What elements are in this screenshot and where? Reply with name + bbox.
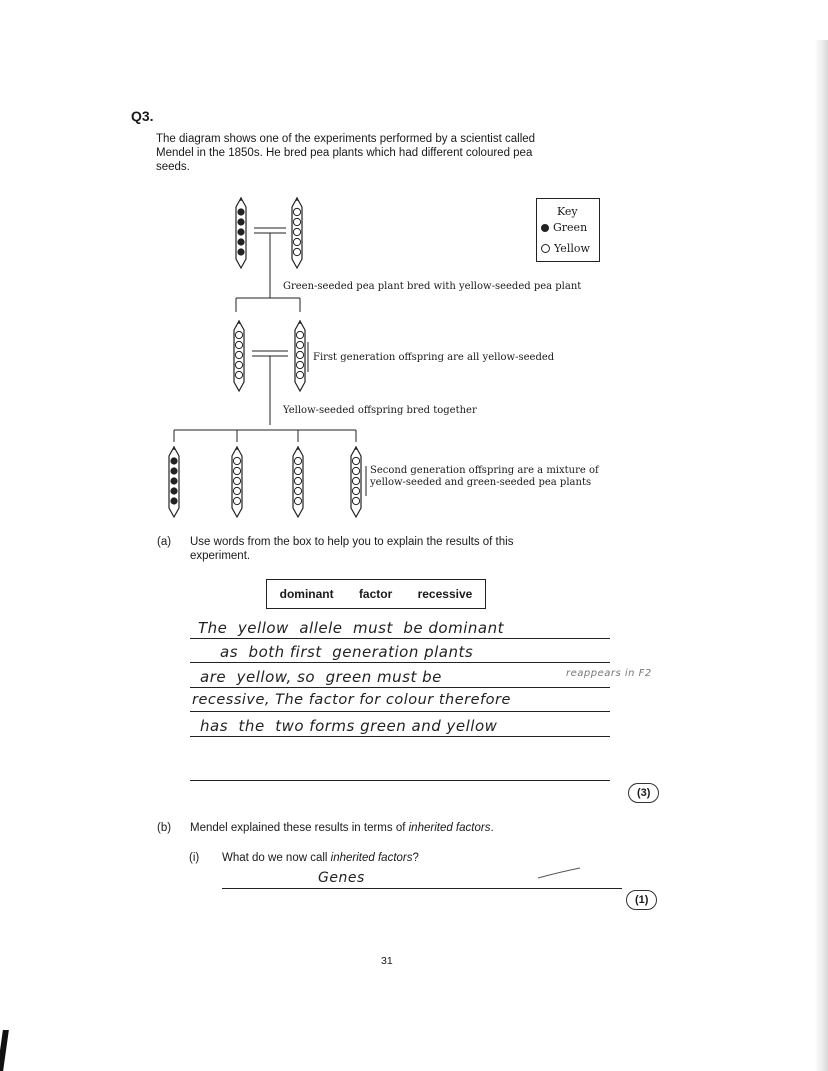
handwritten-answer-line-1: The yellow allele must be dominant <box>198 619 504 637</box>
handwritten-answer-line-2: as both first generation plants <box>220 643 474 661</box>
answer-line-4 <box>190 711 610 712</box>
green-seed-icon <box>541 224 549 232</box>
part-b-marks: (1) <box>626 890 657 910</box>
answer-line-6 <box>190 780 610 781</box>
second-gen-caption-line-1: Second generation offspring are a mixture of <box>370 465 599 476</box>
answer-line-5 <box>190 736 610 737</box>
part-b-sub-prefix: What do we now call <box>222 852 331 864</box>
part-a-instruction-line-2: experiment. <box>190 550 251 562</box>
answer-line-1 <box>190 638 610 639</box>
f1-yellow-pod-left <box>234 320 244 391</box>
f1-yellow-pod-right <box>295 320 305 391</box>
part-a-instruction <box>190 535 513 563</box>
second-gen-caption-line-2: yellow-seeded and green-seeded pea plants <box>370 477 592 488</box>
intro-line-3: seeds. <box>156 161 190 173</box>
f2-yellow-pod-2 <box>293 446 303 517</box>
answer-line-2 <box>190 662 610 663</box>
parent-caption: Green-seeded pea plant bred with yellow-seeded pea plant <box>283 281 582 292</box>
tick-mark <box>538 868 580 878</box>
parent-yellow-pod <box>292 197 302 268</box>
key-title: Key <box>557 205 578 218</box>
question-number: Q3. <box>131 108 154 124</box>
part-a-marks: (3) <box>628 783 659 803</box>
handwritten-answer-line-3: are yellow, so green must be <box>200 668 442 686</box>
word-dominant: dominant <box>279 587 334 601</box>
answer-line-3 <box>190 687 610 688</box>
part-b-statement <box>190 822 494 834</box>
f2-yellow-pod-1 <box>232 446 242 517</box>
key-yellow-label: Yellow <box>554 242 590 255</box>
handwritten-genes-answer: Genes <box>318 870 365 886</box>
bred-together-caption: Yellow-seeded offspring bred together <box>283 405 477 416</box>
handwritten-answer-line-5: has the two forms green and yellow <box>200 717 498 735</box>
part-b-label: (b) <box>157 822 172 834</box>
f2-yellow-pod-3 <box>351 446 361 517</box>
part-b-answer-line <box>222 888 622 889</box>
yellow-seed-icon <box>541 244 550 253</box>
word-box <box>266 579 486 609</box>
intro-line-1: The diagram shows one of the experiments performed by a scientist called <box>156 133 536 145</box>
intro-line-2: Mendel in the 1850s. He bred pea plants which had different coloured pea <box>156 147 533 159</box>
part-b-statement-italic: inherited factors <box>408 822 491 834</box>
part-b-statement-prefix: Mendel explained these results in terms of <box>190 822 409 834</box>
handwritten-answer-line-4: recessive, The factor for colour therefore <box>192 692 511 708</box>
part-b-sub-label: (i) <box>189 852 200 864</box>
part-a-label: (a) <box>157 536 172 548</box>
f2-green-pod <box>169 446 179 517</box>
part-b-statement-suffix: . <box>490 822 494 834</box>
part-b-sub-suffix: ? <box>412 852 419 864</box>
key-green-row <box>541 221 587 234</box>
word-factor: factor <box>358 587 393 601</box>
second-gen-caption <box>370 465 599 489</box>
key-yellow-row <box>541 242 590 255</box>
marker-note: reappears in F2 <box>566 668 652 679</box>
first-gen-caption: First generation offspring are all yellow-seeded <box>313 352 555 363</box>
key-box <box>536 198 600 262</box>
key-green-label: Green <box>553 221 588 234</box>
part-b-sub-italic: inherited factors <box>330 852 413 864</box>
word-recessive: recessive <box>417 587 473 601</box>
page-number: 31 <box>381 955 393 967</box>
parent-green-pod <box>236 197 246 268</box>
part-a-instruction-line-1: Use words from the box to help you to explain the results of this <box>190 536 514 548</box>
part-b-sub-question <box>222 852 419 864</box>
